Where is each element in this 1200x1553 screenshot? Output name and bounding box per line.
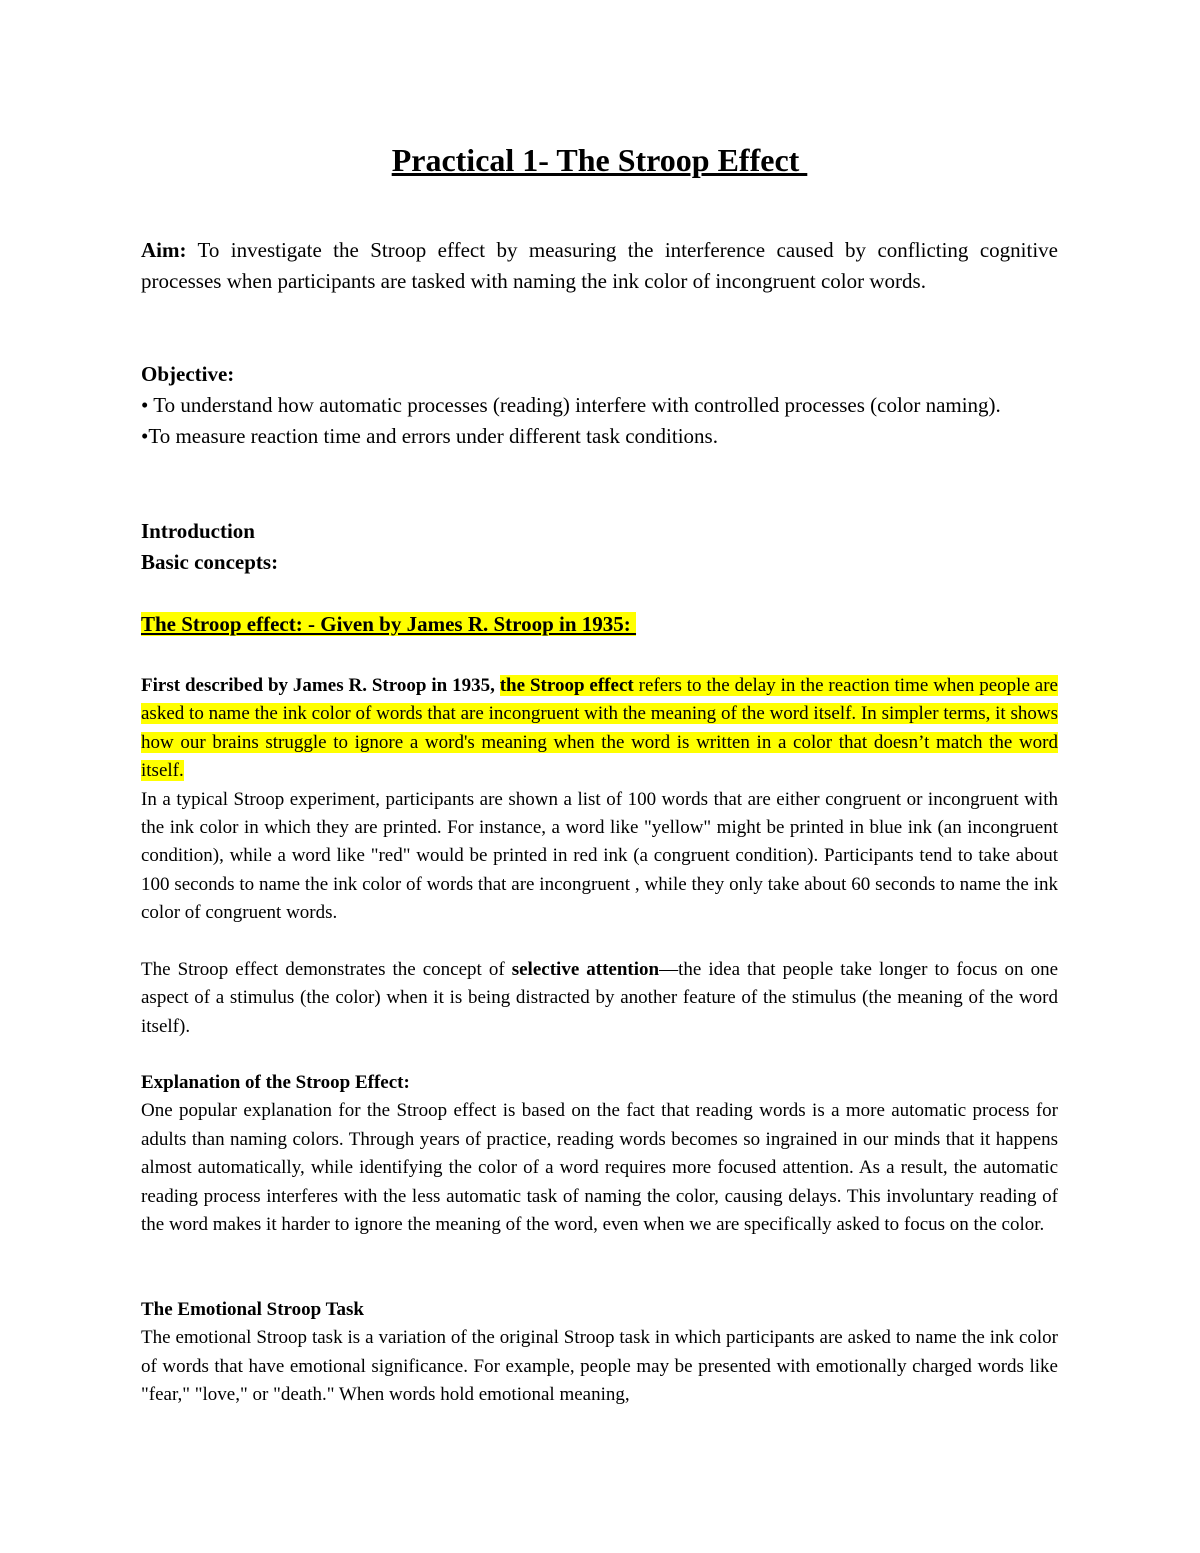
aim-label: Aim: bbox=[141, 238, 187, 262]
definition-highlight-text: refers to the delay in the reaction time when people are asked to name the ink color of words that are incongruent with the meaning of the word itself. In simpler terms, it shows how our brains struggle to ignore a word's meaning when the word is written in a color that doesn’t match the word itself. bbox=[141, 675, 1058, 782]
emotional-stroop-text: The emotional Stroop task is a variation of the original Stroop task in which participants are asked to name the ink color of words that have emotional significance. For example, people may be presented with emotionally charged words like "fear," "love," or "death." When words hold emotional meaning, bbox=[141, 1327, 1058, 1406]
aim-paragraph bbox=[141, 235, 1058, 297]
emotional-stroop-section bbox=[141, 1296, 1058, 1410]
experiment-text: In a typical Stroop experiment, participants are shown a list of 100 words that are either congruent or incongruent with the ink color in which they are printed. For instance, a word like "yellow" might be printed in blue ink (an incongruent condition), while a word like "red" would be printed in red ink (a congruent condition). Participants tend to take about 100 seconds to name the ink color of words that are incongruent , while they only take about 60 seconds to name the ink color of congruent words. bbox=[141, 788, 1058, 924]
objective-item-2: •To measure reaction time and errors under different task conditions. bbox=[141, 424, 718, 448]
emotional-stroop-heading: The Emotional Stroop Task bbox=[141, 1299, 364, 1320]
selective-attention-term: selective attention bbox=[511, 959, 660, 980]
stroop-definition-paragraph bbox=[141, 672, 1058, 928]
introduction-section bbox=[141, 516, 1058, 578]
explanation-heading: Explanation of the Stroop Effect: bbox=[141, 1072, 410, 1093]
objective-heading: Objective: bbox=[141, 362, 235, 386]
objective-section bbox=[141, 359, 1058, 452]
selective-attention-before: The Stroop effect demonstrates the concept of bbox=[141, 959, 512, 980]
page-title: Practical 1- The Stroop Effect bbox=[391, 142, 808, 178]
stroop-effect-heading: The Stroop effect: - Given by James R. Stroop in 1935: bbox=[141, 612, 637, 636]
definition-text bbox=[141, 675, 1058, 781]
selective-attention-after: —the idea that people take longer to focus on one aspect of a stimulus (the color) when it is being distracted by another feature of the stimulus (the meaning of the word itself). bbox=[141, 959, 1058, 1037]
definition-term: the Stroop effect bbox=[499, 675, 634, 696]
objective-item-1: • To understand how automatic processes (reading) interfere with controlled processes (color naming). bbox=[141, 393, 1001, 417]
selective-attention-paragraph bbox=[141, 956, 1058, 1041]
introduction-heading: Introduction bbox=[141, 519, 255, 543]
stroop-effect-heading-line bbox=[141, 609, 1058, 640]
explanation-text: One popular explanation for the Stroop effect is based on the fact that reading words is a more automatic process for adults than naming colors. Through years of practice, reading words becomes so ingrained in our minds that it happens almost automatically, while identifying the color of a word requires more focused attention. As a result, the automatic reading process interferes with the less automatic task of naming the color, causing delays. This involuntary reading of the word makes it harder to ignore the meaning of the word, even when we are specifically asked to focus on the color. bbox=[141, 1100, 1058, 1236]
basic-concepts-heading: Basic concepts: bbox=[141, 550, 279, 574]
aim-text: To investigate the Stroop effect by measuring the interference caused by conflicting cognitive processes when participants are tasked with naming the ink color of incongruent color words. bbox=[141, 238, 1058, 293]
definition-lead: First described by James R. Stroop in 1935, bbox=[141, 675, 500, 696]
explanation-section bbox=[141, 1069, 1058, 1239]
